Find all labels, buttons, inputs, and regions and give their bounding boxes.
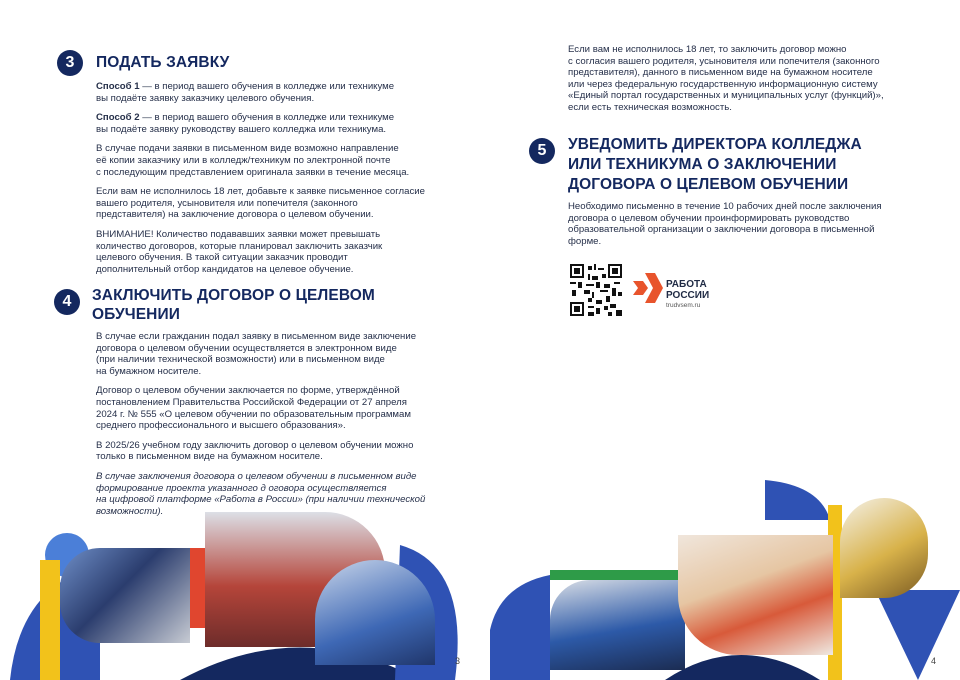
logo-line-1: РАБОТА — [666, 279, 707, 290]
way-1-label: Способ 1 — [96, 81, 140, 92]
way-2-label: Способ 2 — [96, 112, 140, 124]
section-3-body — [96, 81, 476, 283]
section-5-title: УВЕДОМИТЬ ДИРЕКТОРА КОЛЛЕДЖА ИЛИ ТЕХНИКУМА О ЗАКЛЮЧЕНИИ ДОГОВОРА О ЦЕЛЕВОМ ОБУЧЕНИИ — [568, 136, 862, 193]
logo-url[interactable]: trudvsem.ru — [666, 302, 701, 309]
qr-code-icon[interactable] — [570, 264, 622, 316]
section-4-number: 4 — [54, 289, 80, 315]
blue-triangle-shape — [875, 590, 960, 680]
rabota-rossii-logo-icon — [633, 271, 663, 305]
contract-decree-paragraph: Договор о целевом обучении заключается по форме, утверждённой постановлением Правительства Российской Федерации от 27 апреля 2024 г. № 555 «О целевом обучении по образовательным программам среднего профессионального и высшего образования». — [96, 385, 411, 432]
paper-only-paragraph: В 2025/26 учебном году заключить договор о целевом обучении можно только в письменном виде на бумажном носителе. — [96, 439, 414, 463]
photo-welding-students — [60, 548, 190, 643]
blue-corner-shape — [765, 480, 830, 520]
navy-bottom-arc-shape — [665, 655, 820, 680]
consent-intro-paragraph: Если вам не исполнилось 18 лет, то заключить договор можно с согласия вашего родителя, усыновителя или попечителя (законного представителя), данного в письменном виде на бумажном носителе или через федеральную государственную информационную систему «Единый портал государственных и муниципальных услуг (функций)», если есть техническая возможность. — [568, 44, 884, 113]
logo-line-2: РОССИИ — [666, 290, 710, 301]
way-1-text: — в период вашего обучения в колледже или техникуме вы подаёте заявку заказчику целевого обучения. — [96, 81, 395, 104]
section-3-number: 3 — [57, 50, 83, 76]
page-number-3: 3 — [455, 656, 461, 666]
page-number-4: 4 — [931, 656, 937, 666]
blue-quarter-shape — [490, 575, 550, 680]
rabota-rossii-logo-text — [666, 279, 709, 301]
way-1-paragraph — [96, 81, 476, 104]
section-4-body — [96, 331, 476, 525]
photo-cad-workstation — [315, 560, 435, 665]
photo-students-in-classroom — [678, 535, 833, 655]
section-4-title: ЗАКЛЮЧИТЬ ДОГОВОР О ЦЕЛЕВОМ ОБУЧЕНИИ — [92, 287, 375, 323]
contract-form-paragraph: В случае если гражданин подал заявку в письменном виде заключение договора о целевом обучении осуществляется в электронном виде (при наличии технической возможности) или в письменном виде на бумажном носителе. — [96, 331, 417, 377]
way-2-text: — в период вашего обучения в колледже или техникуме вы подаёте заявку руководству вашего колледжа или техникума. — [96, 112, 395, 135]
section-5-number: 5 — [529, 138, 555, 164]
photo-industrial-workers — [550, 580, 685, 670]
attention-paragraph: ВНИМАНИЕ! Количество подававших заявки может превышать количество договоров, которые планировал заключить заказчик целевого обучения. В такой ситуации заказчик проводит дополнительный отбор кандидатов на целевое обучение. — [96, 228, 383, 275]
photo-student-with-equipment — [840, 498, 928, 598]
yellow-bar-shape — [40, 560, 60, 680]
under-18-consent-paragraph: Если вам не исполнилось 18 лет, добавьте к заявке письменное согласие вашего родителя, усыновителя или попечителя (законного представителя) на заключение договора о целевом обучении. — [96, 186, 425, 221]
notify-director-paragraph: Необходимо письменно в течение 10 рабочих дней после заключения договора о целевом обучении проинформировать руководство образовательной организации о заключении договора в письменной форме. — [568, 201, 882, 247]
copy-by-email-paragraph: В случае подачи заявки в письменном виде возможно направление eё копии заказчику или в колледж/техникум по электронной почте с последующим представлением оригинала заявки в течение месяца. — [96, 143, 410, 178]
digital-platform-paragraph: В случае заключения договора о целевом обучении в письменном виде формирование проекта указанного д оговора осуществляется на цифровой платформе «Работа в России» (при наличии технической возможности). — [96, 470, 426, 517]
way-2-paragraph — [96, 112, 476, 135]
section-3-title: ПОДАТЬ ЗАЯВКУ — [96, 54, 230, 71]
green-bar-shape — [550, 570, 690, 580]
